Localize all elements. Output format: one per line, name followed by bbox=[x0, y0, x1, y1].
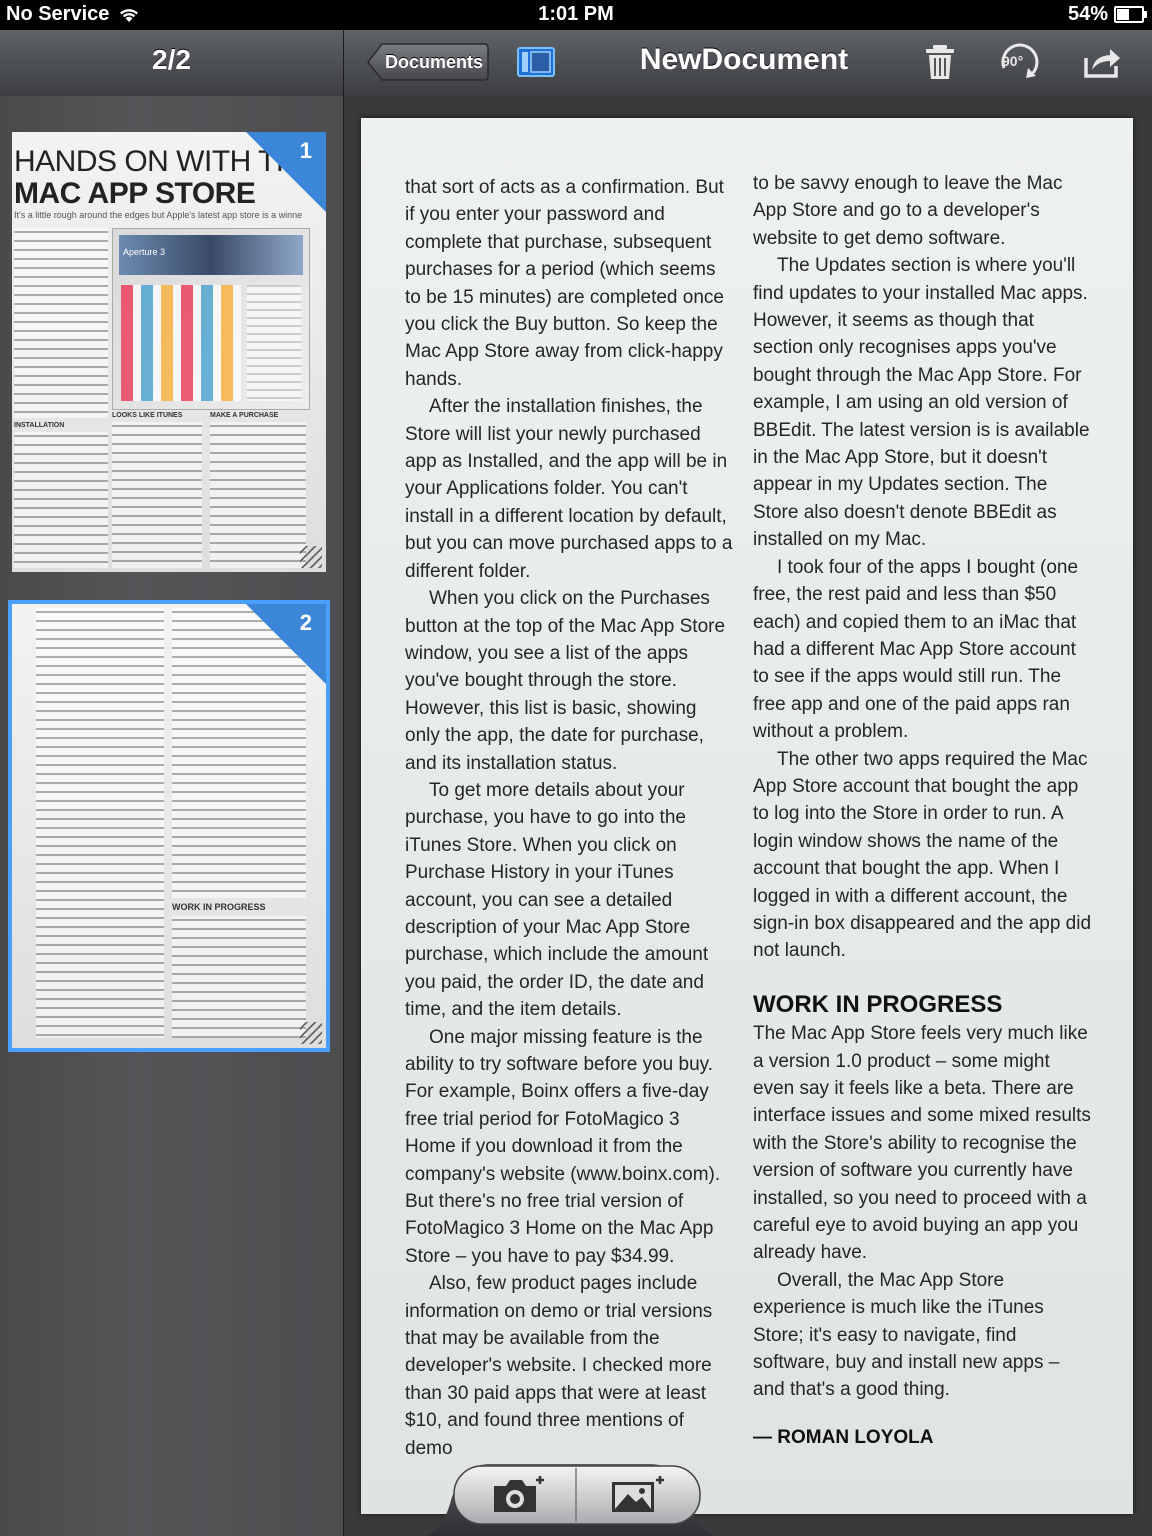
article-paragraph: When you click on the Purchases button at the top of the Mac App Store window, you see a list of the apps you've bought through the store. However, this list is basic, showing only the app, the date for purchase, and its installation status. bbox=[405, 588, 726, 774]
share-icon[interactable] bbox=[1080, 42, 1124, 82]
right-column-bottom bbox=[753, 1020, 1093, 1404]
article-paragraph: Also, few product pages include information on demo or trial versions that may be available from the developer's website. I checked more than 30 paid apps that were at least $10, and found three mentions of demo bbox=[405, 1273, 713, 1459]
photo-add-icon bbox=[578, 1466, 698, 1524]
battery-status bbox=[1068, 3, 1144, 26]
article-paragraph: To get more details about your purchase, you have to go into the iTunes Store. When you click on Purchase History in your iTunes account, you can see a detailed description of your Mac App Store purchase, which include the amount you paid, the order ID, the date and time, and the item details. bbox=[405, 779, 709, 1021]
thumbnail-title-line1: HANDS ON WITH TH bbox=[14, 145, 298, 178]
page-badge bbox=[246, 604, 326, 684]
article-paragraph: to be savvy enough to leave the Mac App Store and go to a developer's website to get demo software. bbox=[753, 173, 1063, 249]
clock: 1:01 PM bbox=[538, 3, 614, 25]
battery-percent: 54% bbox=[1067, 3, 1108, 25]
screenshot-app-grid bbox=[121, 285, 241, 401]
thumbnail-text-block bbox=[14, 432, 108, 568]
article-byline: — ROMAN LOYOLA bbox=[753, 1426, 934, 1448]
page-count: 2/2 bbox=[152, 44, 191, 75]
thumbnail-text-block bbox=[14, 228, 108, 418]
scanned-page[interactable] bbox=[361, 118, 1133, 1514]
documents-back-button[interactable] bbox=[366, 42, 490, 82]
thumbnail-title-line2: MAC APP STORE bbox=[14, 177, 256, 210]
resize-grip-icon bbox=[300, 546, 322, 568]
right-column-top bbox=[753, 170, 1093, 965]
section-heading: WORK IN PROGRESS bbox=[753, 990, 1003, 1018]
add-from-library-button[interactable] bbox=[578, 1466, 698, 1524]
thumbnail-heading-itunes: LOOKS LIKE ITUNES bbox=[112, 412, 183, 419]
article-paragraph: that sort of acts as a confirmation. But if you enter your password and complete that purchase, subsequent purchases for a period (which seems to be 15 minutes) are completed once you click the Buy button. So keep the Mac App Store away from click-happy hands. bbox=[405, 177, 724, 390]
page-badge bbox=[246, 132, 326, 212]
screenshot-list bbox=[247, 285, 301, 401]
article-paragraph: After the installation finishes, the Store will list your newly purchased app as Installed, and the app will be in your Applications folder. You can't install in a different location by default, but you can move purchased apps to a different folder. bbox=[405, 396, 733, 582]
screenshot-label: Aperture 3 bbox=[123, 247, 166, 257]
article-paragraph: The other two apps required the Mac App Store account that bought the app to log into the Store in order to run. A login window shows the name of the account that bought the app. When I logged in with a different account, the sign-in box disappeared and the app did not launch. bbox=[753, 748, 1092, 962]
resize-grip-icon bbox=[300, 1022, 322, 1044]
thumbnail-text-block bbox=[210, 422, 306, 568]
thumbnail-text-block bbox=[172, 916, 306, 1038]
rotate-button[interactable] bbox=[996, 42, 1046, 82]
article-left-column bbox=[405, 174, 735, 1462]
thumbnail-heading-progress: WORK IN PROGRESS bbox=[172, 902, 266, 912]
article-paragraph: The Updates section is where you'll find updates to your installed Mac apps. However, it seems as though that section only recognises apps you've bought through the Mac App Store. For example, I am using an old version of BBEdit. The latest version is is available in the Mac App Store, but it doesn't appear in my Updates section. The Store also doesn't denote BBEdit as installed on my Mac. bbox=[753, 255, 1090, 551]
battery-fill bbox=[1117, 9, 1129, 20]
document-title: NewDocument bbox=[639, 43, 849, 76]
article-paragraph: I took four of the apps I bought (one free, the rest paid and less than $50 each) and copied them to an iMac that had a different Mac App Store account to see if the apps would still run. The free app and one of the paid apps ran without a problem. bbox=[753, 556, 1079, 743]
capture-bar bbox=[420, 1454, 720, 1536]
article-paragraph: Overall, the Mac App Store experience is much like the iTunes Store; it's easy to navigate, find software, buy and install new apps – and that's a good thing. bbox=[753, 1269, 1060, 1401]
rotate-label: 90° bbox=[1002, 53, 1024, 69]
thumbnail-text-block bbox=[112, 422, 202, 568]
trash-icon[interactable] bbox=[918, 42, 962, 82]
thumbnail-screenshot bbox=[112, 228, 310, 410]
status-bar bbox=[0, 0, 1152, 30]
sidebar-header bbox=[0, 30, 344, 96]
thumbnail-subtitle: It's a little rough around the edges but Apple's latest app store is a winne bbox=[14, 210, 303, 220]
thumbnail-heading-installation: INSTALLATION bbox=[14, 422, 65, 429]
page-thumbnail-2[interactable] bbox=[12, 604, 326, 1048]
article-paragraph: One major missing feature is the ability to try software before you buy. For example, Boinx offers a five-day free trial period for FotoMagico 3 Home if you download it from the company's website (www.boinx.com). But there's no free trial version of FotoMagico 3 Home on the Mac App Store – you have to pay $34.99. bbox=[405, 1026, 721, 1267]
camera-add-icon bbox=[456, 1466, 576, 1524]
document-view[interactable] bbox=[344, 96, 1152, 1536]
documents-button-label: Documents bbox=[384, 51, 483, 72]
thumbnail-text-block bbox=[36, 608, 164, 1038]
battery-icon bbox=[1114, 6, 1144, 23]
page-number: 2 bbox=[299, 610, 312, 635]
page-number: 1 bbox=[299, 138, 312, 163]
carrier-label: No Service bbox=[6, 3, 110, 25]
article-paragraph: The Mac App Store feels very much like a version 1.0 product – some might even say it feels like a beta. There are interface issues and some mixed results with the Store's ability to recognise the version of software you currently have installed, so you need to proceed with a careful eye to avoid buying an app you already have. bbox=[753, 1023, 1091, 1264]
sidebar-toggle-icon[interactable] bbox=[514, 42, 558, 82]
document-toolbar bbox=[344, 30, 1152, 96]
add-photo-camera-button[interactable] bbox=[456, 1466, 576, 1524]
thumbnail-heading-purchase: MAKE A PURCHASE bbox=[210, 412, 279, 419]
article-right-column bbox=[753, 170, 1093, 1451]
page-thumbnail-1[interactable] bbox=[12, 132, 326, 572]
